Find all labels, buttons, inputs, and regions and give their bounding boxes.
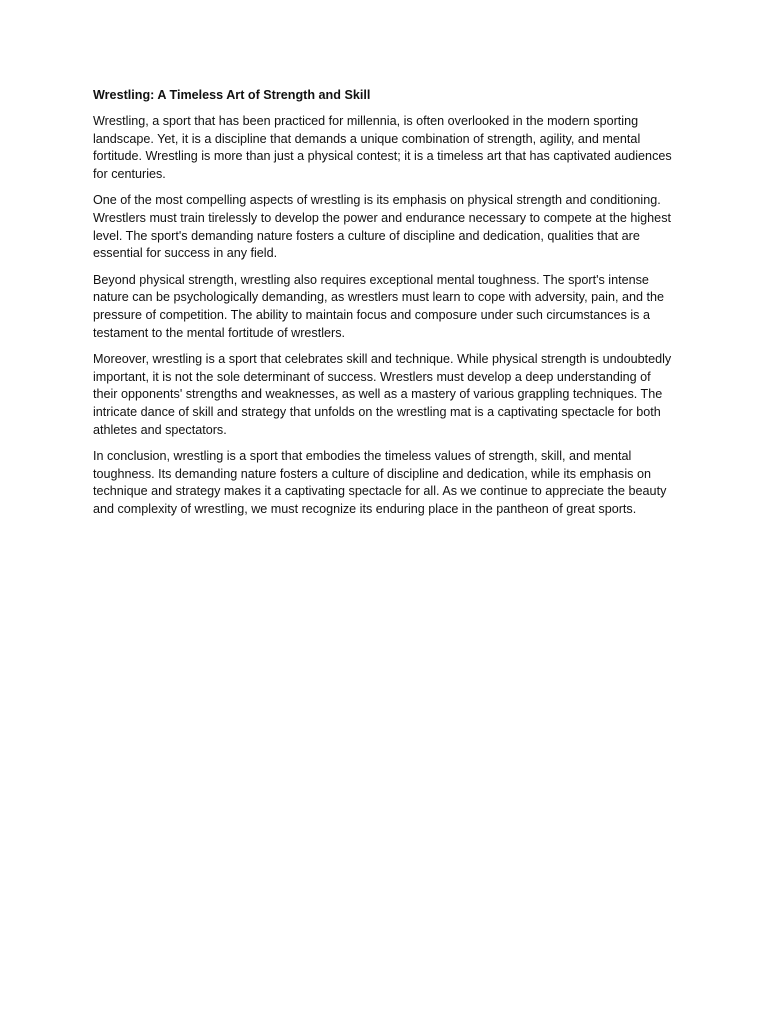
paragraph-3: Beyond physical strength, wrestling also requires exceptional mental toughness. The sport's intense nature can be psychologically demanding, as wrestlers must learn to cope with adversity, pain, and the pressure of competition. The ability to maintain focus and composure under such circumstances is a testament to the mental fortitude of wrestlers. xyxy=(93,272,664,340)
document-title: Wrestling: A Timeless Art of Strength and Skill xyxy=(93,88,371,102)
paragraph-2: One of the most compelling aspects of wrestling is its emphasis on physical strength and conditioning. Wrestlers must train tirelessly to develop the power and endurance necessary to compete at the highest level. The sport's demanding nature fosters a culture of discipline and dedication, qualities that are essential for success in any field. xyxy=(93,193,671,261)
paragraph-5: In conclusion, wrestling is a sport that embodies the timeless values of strength, skill, and mental toughness. Its demanding nature fosters a culture of discipline and dedication, while its emphasis on technique and strategy makes it a captivating spectacle for all. As we continue to appreciate the beauty and complexity of wrestling, we must recognize its enduring place in the pantheon of great sports. xyxy=(93,449,667,516)
paragraph-1: Wrestling, a sport that has been practiced for millennia, is often overlooked in the modern sporting landscape. Yet, it is a discipline that demands a unique combination of strength, agility, and mental fortitude. Wrestling is more than just a physical contest; it is a timeless art that has captivated audiences for centuries. xyxy=(93,114,672,181)
paragraph-4: Moreover, wrestling is a sport that celebrates skill and technique. While physical strength is undoubtedly important, it is not the sole determinant of success. Wrestlers must develop a deep understanding of their opponents' strengths and weaknesses, as well as a mastery of various grappling techniques. The intricate dance of skill and strategy that unfolds on the wrestling mat is a captivating spectacle for both athletes and spectators. xyxy=(93,352,672,437)
document-body xyxy=(93,86,675,527)
